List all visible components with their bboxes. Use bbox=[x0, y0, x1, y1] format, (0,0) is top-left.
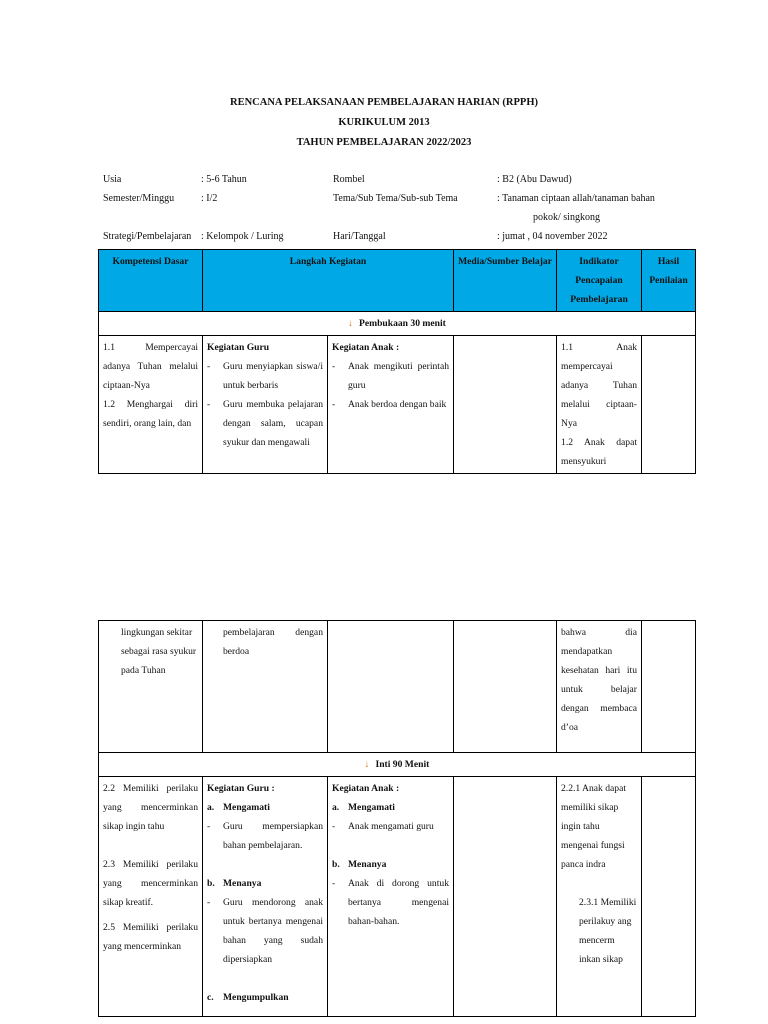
list-item: a. Mengamati bbox=[332, 802, 395, 813]
media-cell bbox=[454, 777, 557, 1017]
rombel-value: : B2 (Abu Dawud) bbox=[497, 174, 572, 185]
kegiatan-guru-heading: Kegiatan Guru : bbox=[207, 783, 275, 794]
list-item: b. Menanya bbox=[332, 859, 387, 870]
indikator-cell bbox=[557, 621, 642, 753]
indikator-cell bbox=[557, 777, 642, 1017]
kegiatan-guru-cell bbox=[203, 336, 328, 474]
header-indikator: Indikator Pencapaian Pembelajaran bbox=[557, 250, 642, 312]
header-media: Media/Sumber Belajar bbox=[454, 250, 557, 312]
semester-value: : I/2 bbox=[201, 193, 218, 204]
list-item: - Guru mempersiapkan bahan pembelajaran. bbox=[207, 821, 323, 851]
kd-cell bbox=[99, 621, 203, 753]
kegiatan-anak-cell bbox=[328, 336, 454, 474]
kegiatan-anak-heading: Kegiatan Anak : bbox=[332, 342, 400, 353]
indikator-item: 2.3.1 Memiliki perilakuy ang mencerm inkan sikap bbox=[579, 897, 637, 965]
strategi-value: : Kelompok / Luring bbox=[201, 231, 284, 242]
kegiatan-guru-cell bbox=[203, 777, 328, 1017]
indikator-item: 2.2.1 Anak dapat memiliki sikap ingin tahu mengenai fungsi panca indra bbox=[561, 783, 627, 870]
rombel-label: Rombel bbox=[333, 174, 365, 185]
hari-value: : jumat , 04 november 2022 bbox=[497, 231, 608, 242]
list-item: c. Mengumpulkan bbox=[207, 992, 289, 1003]
arrow-down-icon: ↓ bbox=[364, 759, 370, 770]
strategi-label: Strategi/Pembelajaran bbox=[103, 231, 192, 242]
tema-label: Tema/Sub Tema/Sub-sub Tema bbox=[333, 193, 458, 204]
kegiatan-guru-heading: Kegiatan Guru bbox=[207, 342, 270, 353]
list-item: - Anak berdoa dengan baik bbox=[332, 399, 447, 410]
kegiatan-guru-cell bbox=[203, 621, 328, 753]
hari-label: Hari/Tanggal bbox=[333, 231, 386, 242]
list-item: - Anak mengamati guru bbox=[332, 821, 434, 832]
rpph-table-page2 bbox=[98, 620, 696, 1017]
media-cell bbox=[454, 621, 557, 753]
header-langkah: Langkah Kegiatan bbox=[203, 250, 454, 312]
list-item: b. Menanya bbox=[207, 878, 262, 889]
kd-cell bbox=[99, 777, 203, 1017]
list-item: - Guru membuka pelajaran dengan salam, ucapan syukur dan mengawali bbox=[207, 399, 323, 448]
hasil-cell bbox=[642, 777, 696, 1017]
kd-item: 2.2 Memiliki perilaku yang mencerminkan sikap ingin tahu bbox=[103, 783, 198, 832]
year-title: TAHUN PEMBELAJARAN 2022/2023 bbox=[296, 137, 472, 148]
indikator-item: 1.1 Anak mempercayai adanya Tuhan melalui ciptaan-Nya bbox=[561, 342, 638, 429]
list-item: a. Mengamati bbox=[207, 802, 270, 813]
list-item: - Anak di dorong untuk bertanya mengenai bahan-bahan. bbox=[332, 878, 449, 927]
kd-item: 1.1 Mempercayai adanya Tuhan melalui ciptaan-Nya bbox=[103, 342, 198, 391]
section-inti: ↓ Inti 90 Menit bbox=[99, 753, 696, 777]
list-item: - Guru menyiapkan siswa/i untuk berbaris bbox=[207, 361, 323, 391]
kegiatan-anak-cell bbox=[328, 777, 454, 1017]
media-cell bbox=[454, 336, 557, 474]
kd-item: 1.2 Menghargai diri sendiri, orang lain, dan bbox=[103, 399, 198, 429]
semester-label: Semester/Minggu bbox=[103, 193, 175, 204]
kegiatan-anak-cell bbox=[328, 621, 454, 753]
document-title: RENCANA PELAKSANAAN PEMBELAJARAN HARIAN (RPPH) bbox=[229, 97, 538, 108]
tema-value: : Tanaman ciptaan allah/tanaman bahan bbox=[497, 193, 655, 204]
kd-item: 2.5 Memiliki perilaku yang mencerminkan bbox=[103, 922, 198, 952]
header-hasil: Hasil Penilaian bbox=[642, 250, 696, 312]
curriculum-title: KURIKULUM 2013 bbox=[338, 117, 430, 128]
kegiatan-anak-heading: Kegiatan Anak : bbox=[332, 783, 400, 794]
kd-item: lingkungan sekitar sebagai rasa syukur pada Tuhan bbox=[121, 627, 197, 676]
usia-label: Usia bbox=[103, 174, 122, 185]
hasil-cell bbox=[642, 336, 696, 474]
list-item: - Anak mengikuti perintah guru bbox=[332, 361, 450, 391]
tema-value-cont: pokok/ singkong bbox=[533, 212, 600, 223]
kd-item: 2.3 Memiliki perilaku yang mencerminkan sikap kreatif. bbox=[103, 859, 198, 908]
indikator-item: bahwa dia mendapatkan kesehatan hari itu untuk belajar dengan membaca d’oa bbox=[561, 627, 637, 733]
hasil-cell bbox=[642, 621, 696, 753]
list-item: - Guru mendorong anak untuk bertanya mengenai bahan yang sudah dipersiapkan bbox=[207, 897, 323, 965]
kd-cell bbox=[99, 336, 203, 474]
usia-value: : 5-6 Tahun bbox=[201, 174, 247, 185]
list-item: pembelajaran dengan berdoa bbox=[223, 627, 323, 657]
indikator-item: 1.2 Anak dapat mensyukuri bbox=[561, 437, 638, 467]
section-pembukaan: ↓ Pembukaan 30 menit bbox=[99, 312, 696, 336]
header-kompetensi: Kompetensi Dasar bbox=[99, 250, 203, 312]
indikator-cell bbox=[557, 336, 642, 474]
arrow-down-icon: ↓ bbox=[348, 318, 353, 329]
rpph-table-page1 bbox=[98, 249, 696, 474]
